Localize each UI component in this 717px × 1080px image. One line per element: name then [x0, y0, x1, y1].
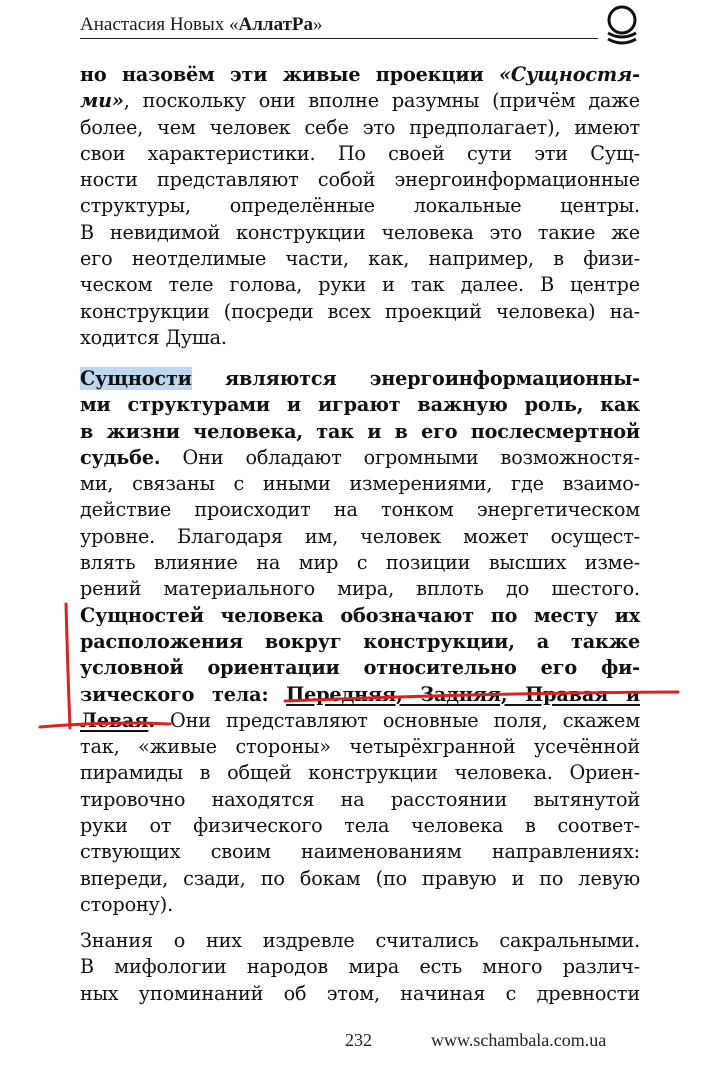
text-line: Сущностей человека обозначают по месту их	[80, 603, 640, 627]
text-line: ходится Душа.	[80, 325, 227, 349]
text-line: конструкции (посреди всех проекций человека) на-	[80, 299, 640, 323]
page-number: 232	[345, 1030, 372, 1050]
header-author: Анастасия Новых «	[80, 14, 239, 35]
text-line: сторону).	[80, 892, 174, 916]
text-line: структуры, определённые локальные центры.	[80, 194, 640, 218]
text-line: но назовём эти живые проекции «Сущностя-	[80, 63, 640, 86]
text-line: В мифологии народов мира есть много различ-	[80, 955, 640, 979]
header-rule	[80, 38, 598, 39]
text-line: ми, связаны с иными измерениями, где взаимо-	[80, 472, 640, 496]
text-line: ми структурами и играют важную роль, как	[80, 393, 640, 417]
footer-url: www.schambala.com.ua	[431, 1030, 607, 1050]
header-title	[80, 14, 323, 36]
text-line: ми», поскольку они вполне разумны (причём даже	[80, 89, 640, 113]
text-line: действие происходит на тонком энергетическом	[80, 498, 640, 522]
text-line: В невидимой конструкции человека это такие же	[80, 220, 640, 244]
text-line: руки от физического тела человека в соответ-	[80, 814, 640, 838]
paragraph-2	[80, 366, 640, 918]
underlined-phrase: Передняя, Задняя, Правая и	[286, 682, 640, 706]
text-line: пирамиды в общей конструкции человека. Ориен-	[80, 761, 640, 785]
text-line: свои характеристики. По своей сути эти Сущ-	[80, 141, 640, 165]
paragraph-3	[80, 928, 640, 1007]
text-line: судьбе. Они обладают огромными возможностя-	[80, 445, 640, 469]
text-line: Левая. Они представляют основные поля, скажем	[80, 708, 640, 732]
highlighted-word: Сущности	[80, 367, 192, 390]
text-line: его неотделимые части, как, например, в физи-	[80, 247, 640, 271]
text-line: впереди, сзади, по бокам (по правую и по левую	[80, 866, 640, 890]
text-line: в жизни человека, так и в его послесмертной	[80, 419, 640, 443]
allatra-logo-icon	[603, 4, 641, 50]
text-line: ствующих своим наименованиям направлениях:	[80, 840, 640, 864]
text-line: условной ориентации относительно его фи-	[80, 656, 640, 680]
underlined-word: Левая	[80, 708, 149, 732]
text-line: тировочно находятся на расстоянии вытянутой	[80, 787, 640, 811]
text-line: зического тела: Передняя, Задняя, Правая и	[80, 682, 640, 706]
header-close-quote: »	[313, 14, 323, 35]
text-line: более, чем человек себе это предполагает), имеют	[80, 115, 640, 139]
text-line: расположения вокруг конструкции, а также	[80, 629, 640, 653]
text-line: Сущности являются энергоинформационны-	[80, 367, 640, 390]
text-line: рений материального мира, вплоть до шестого.	[80, 577, 640, 601]
text-line: ческом теле голова, руки и так далее. В центре	[80, 273, 640, 297]
text-line: влять влияние на мир с позиции высших изме-	[80, 551, 640, 575]
header-book-title: АллатРа	[238, 14, 314, 35]
text-line: Знания о них издревле считались сакральными.	[80, 929, 640, 952]
text-line: уровне. Благодаря им, человек может осущест-	[80, 524, 640, 548]
text-line: так, «живые стороны» четырёхгранной усечённой	[80, 735, 640, 759]
text-line: ности представляют собой энергоинформационные	[80, 168, 640, 192]
text-line: ных упоминаний об этом, начиная с древности	[80, 981, 640, 1005]
paragraph-1	[80, 62, 640, 351]
